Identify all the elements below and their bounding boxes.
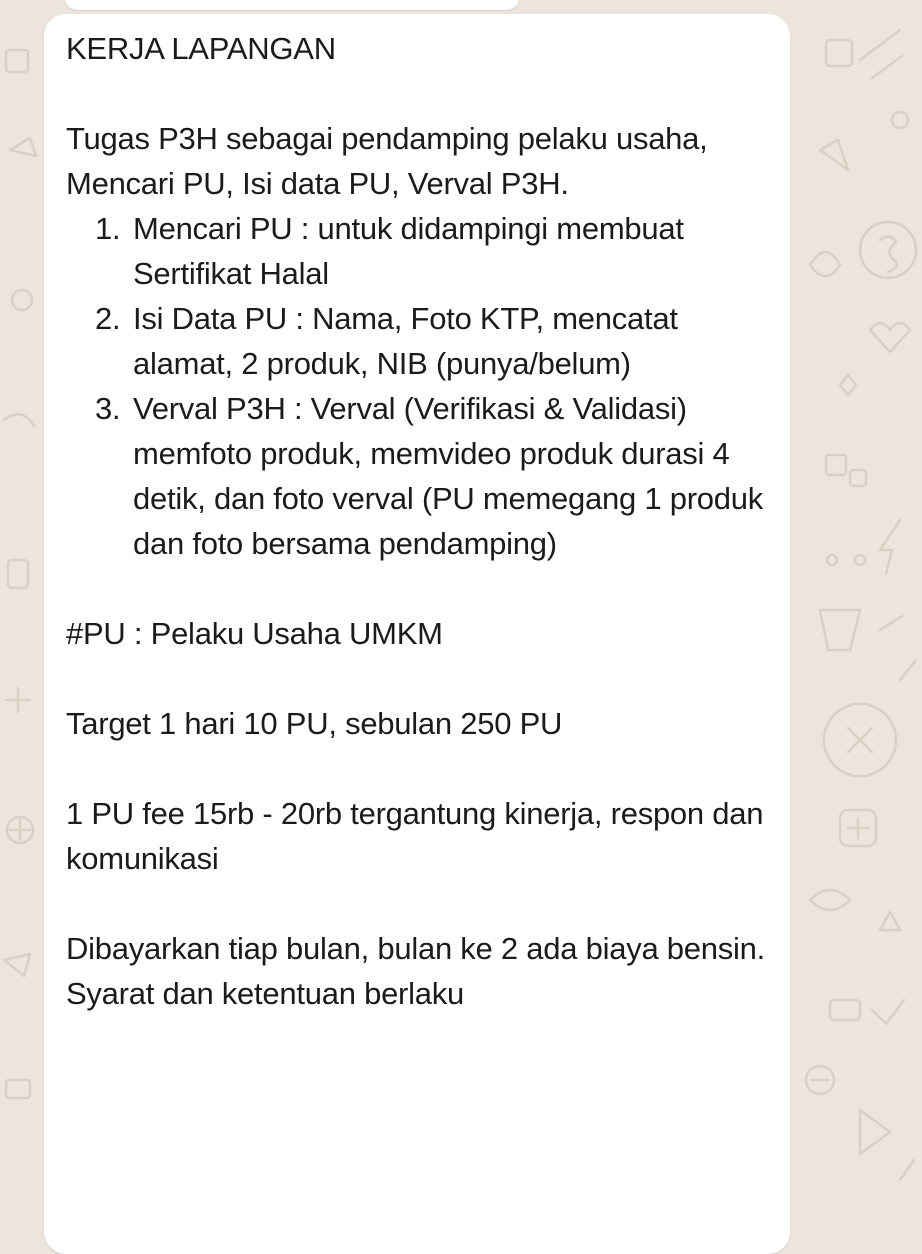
list-item-text: Mencari PU : untuk didampingi membuat Sertifikat Halal — [133, 211, 684, 291]
message-note: #PU : Pelaku Usaha UMKM — [66, 616, 443, 651]
list-item-text: Isi Data PU : Nama, Foto KTP, mencatat alamat, 2 produk, NIB (punya/belum) — [133, 301, 678, 381]
message-payment: Dibayarkan tiap bulan, bulan ke 2 ada biaya bensin. Syarat dan ketentuan berlaku — [66, 931, 766, 1011]
blank-line — [66, 566, 781, 611]
message-intro: Tugas P3H sebagai pendamping pelaku usaha, Mencari PU, Isi data PU, Verval P3H. — [66, 121, 708, 201]
list-item-number: 2. — [95, 301, 121, 336]
blank-line — [66, 656, 781, 701]
previous-message-bubble[interactable] — [64, 0, 520, 10]
message-target: Target 1 hari 10 PU, sebulan 250 PU — [66, 706, 563, 741]
steps-list — [66, 206, 781, 566]
message-text — [66, 26, 781, 1016]
blank-line — [66, 881, 781, 926]
list-item-text: Verval P3H : Verval (Verifikasi & Validasi) memfoto produk, memvideo produk durasi 4 detik, dan foto verval (PU memegang 1 produk dan foto bersama pendamping) — [133, 391, 764, 561]
list-item — [66, 296, 781, 386]
list-item-number: 3. — [95, 391, 121, 426]
message-fee: 1 PU fee 15rb - 20rb tergantung kinerja, respon dan komunikasi — [66, 796, 764, 876]
message-title: KERJA LAPANGAN — [66, 31, 336, 66]
list-item — [66, 386, 781, 566]
list-item-number: 1. — [95, 211, 121, 246]
list-item — [66, 206, 781, 296]
blank-line — [66, 746, 781, 791]
blank-line — [66, 71, 781, 116]
